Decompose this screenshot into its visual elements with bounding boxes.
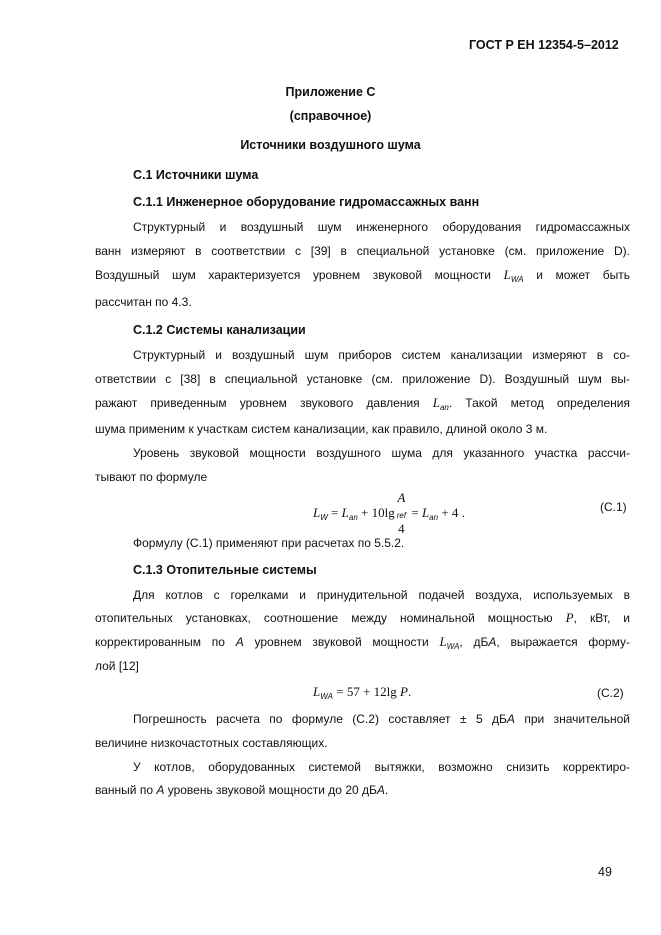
formula-c1: $L_W = L_{an} + 10\lg$ A $_{ref}$ 4 = $L_{an} + 4$ . (313, 490, 465, 536)
c13-text-b: , кВт, и (573, 611, 630, 625)
c13-line-2 (95, 610, 630, 626)
c12-line-5: Уровень звуковой мощности воздушного шума для указанного участка рассчи- (133, 446, 630, 460)
c11-text-b: и может быть (536, 268, 630, 282)
c11-line-4: рассчитан по 4.3. (95, 295, 192, 309)
standard-header: ГОСТ Р ЕН 12354-5–2012 (469, 38, 619, 52)
c11-line-3 (95, 267, 630, 288)
symbol-lwa-2: $L_{WA}$ (439, 634, 460, 651)
c12-text-b: . Такой метод определения (448, 396, 630, 410)
c12-text-a: ражают приведенным уровнем звукового давления (95, 396, 420, 410)
c12-line-1: Структурный и воздушный шум приборов систем канализации измеряют в со- (133, 348, 630, 362)
c12-line-2: ответствии с [38] в специальной установке (см. приложение D). Воздушный шум вы- (95, 372, 630, 386)
c13-line-4: лой [12] (95, 659, 139, 673)
c12-line-4: шума применим к участкам систем канализации, как правило, длиной около 3 м. (95, 422, 548, 436)
c11-line-2: ванн измеряют в соответствии с [39] в специальной установке (см. приложение D). (95, 244, 630, 258)
fraction-aref-4: A $_{ref}$ 4 (396, 490, 407, 536)
section-c13-heading: С.1.3 Отопительные системы (133, 563, 317, 577)
c13-text-f: , выражается форму- (496, 635, 630, 649)
c13-text-a: отопительных установках, соотношение между номинальной мощностью (95, 611, 553, 625)
c13-text-c: корректированным по (95, 635, 225, 649)
appendix-subject: Источники воздушного шума (240, 138, 421, 152)
appendix-type: (справочное) (289, 109, 372, 123)
c13-p3-line-2: ванный по A уровень звуковой мощности до 20 дБA. (95, 783, 389, 797)
c11-text-a: Воздушный шум характеризуется уровнем звуковой мощности (95, 268, 491, 282)
formula-c2-label: (С.2) (597, 686, 624, 700)
c13-text-d: уровнем звуковой мощности (254, 635, 429, 649)
section-c1-heading: С.1 Источники шума (133, 168, 259, 182)
c13-text-e: , дБ (459, 635, 489, 649)
c13-line-1: Для котлов с горелками и принудительной подачей воздуха, используемых в (133, 588, 630, 602)
c13-p2-line-2: величине низкочастотных составляющих. (95, 736, 328, 750)
c12-after-formula: Формулу (С.1) применяют при расчетах по 5.5.2. (133, 536, 405, 550)
c12-line-6: тывают по формуле (95, 470, 208, 484)
c13-p3-line-1: У котлов, оборудованных системой вытяжки, возможно снизить корректиро- (133, 760, 630, 774)
appendix-title: Приложение С (285, 85, 376, 99)
symbol-lan: $L_{an}$ (432, 395, 449, 412)
section-c12-heading: С.1.2 Системы канализации (133, 323, 306, 337)
symbol-p: P (565, 610, 574, 625)
section-c11-heading: С.1.1 Инженерное оборудование гидромассажных ванн (133, 195, 480, 209)
c11-line-1: Структурный и воздушный шум инженерного оборудования гидромассажных (133, 220, 630, 234)
c13-p2-line-1: Погрешность расчета по формуле (С.2) составляет ± 5 дБA при значительной (133, 712, 630, 726)
page-number: 49 (598, 865, 612, 879)
formula-c1-label: (С.1) (600, 500, 627, 514)
c12-line-3 (95, 395, 630, 416)
symbol-a: A (235, 635, 244, 649)
c13-line-3: корректированным по A уровнем звуковой мощности $L_{WA}$, дБA, выражается форму- (95, 634, 630, 651)
symbol-lwa: $L_{WA}$ (503, 267, 524, 284)
formula-c2: $L_{WA} = 57 + 12\lg$ P. (313, 684, 412, 701)
